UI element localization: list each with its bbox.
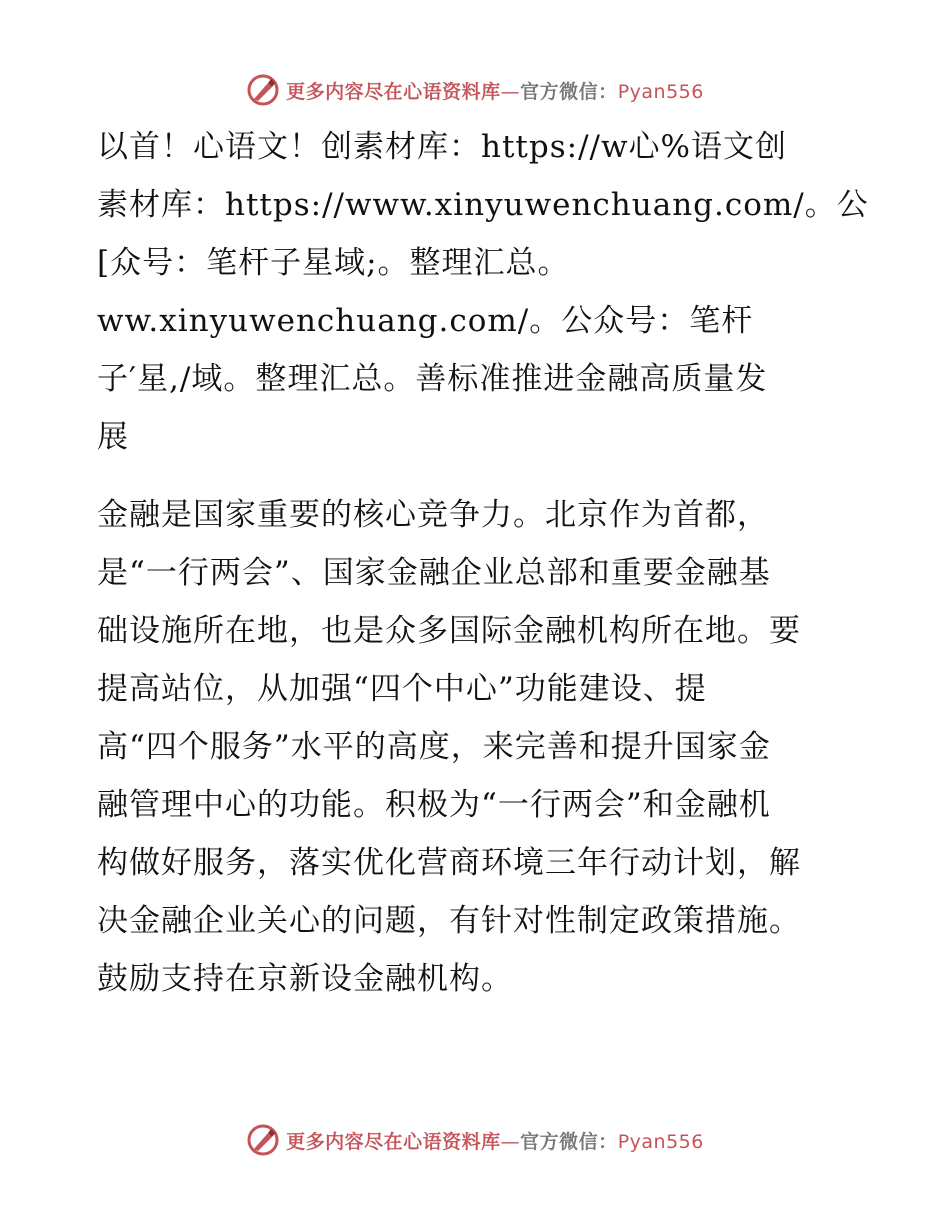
- text-line: 是“一行两会”、国家金融企业总部和重要金融基: [97, 555, 771, 591]
- header-official-label: 官方微信：: [520, 80, 618, 103]
- text-line: 展: [97, 419, 129, 455]
- paragraph-1: [97, 118, 869, 466]
- pen-logo-icon: [246, 73, 280, 107]
- text-line: 融管理中心的功能。积极为“一行两会”和金融机: [97, 787, 771, 823]
- pen-logo-icon: [246, 1123, 280, 1157]
- text-line: ww.xinyuwenchuang.com/。公众号：笔杆: [97, 303, 754, 339]
- header-banner: [0, 70, 950, 110]
- header-dash: —: [500, 80, 521, 103]
- footer-banner-text: [286, 1127, 704, 1154]
- footer-promo: 更多内容尽在心语资料库: [286, 1130, 501, 1153]
- text-line: 础设施所在地，也是众多国际金融机构所在地。要: [97, 613, 801, 649]
- footer-official-label: 官方微信：: [520, 1130, 618, 1153]
- text-line: 素材库：https://www.xinyuwenchuang.com/。公: [97, 187, 869, 223]
- header-wechat-id: Pyan556: [617, 80, 704, 103]
- text-line: 鼓励支持在京新设金融机构。: [97, 961, 513, 997]
- text-line: 提高站位，从加强“四个中心”功能建设、提: [97, 671, 707, 707]
- text-line: 决金融企业关心的问题，有针对性制定政策措施。: [97, 903, 801, 939]
- paragraph-2: [97, 486, 857, 1008]
- text-line: 以首！心语文！创素材库：https://w心%语文创: [97, 129, 787, 165]
- text-line: 构做好服务，落实优化营商环境三年行动计划，解: [97, 845, 801, 881]
- text-line: 子′星,/域。整理汇总。善标准推进金融高质量发: [97, 361, 768, 397]
- header-banner-text: [286, 77, 704, 104]
- footer-wechat-id: Pyan556: [617, 1130, 704, 1153]
- text-line: 高“四个服务”水平的高度，来完善和提升国家金: [97, 729, 771, 765]
- text-line: 金融是国家重要的核心竞争力。北京作为首都，: [97, 497, 769, 533]
- text-line: [众号：笔杆子星域;。整理汇总。: [97, 245, 570, 281]
- header-promo: 更多内容尽在心语资料库: [286, 80, 501, 103]
- footer-dash: —: [500, 1130, 521, 1153]
- footer-banner: [0, 1120, 950, 1160]
